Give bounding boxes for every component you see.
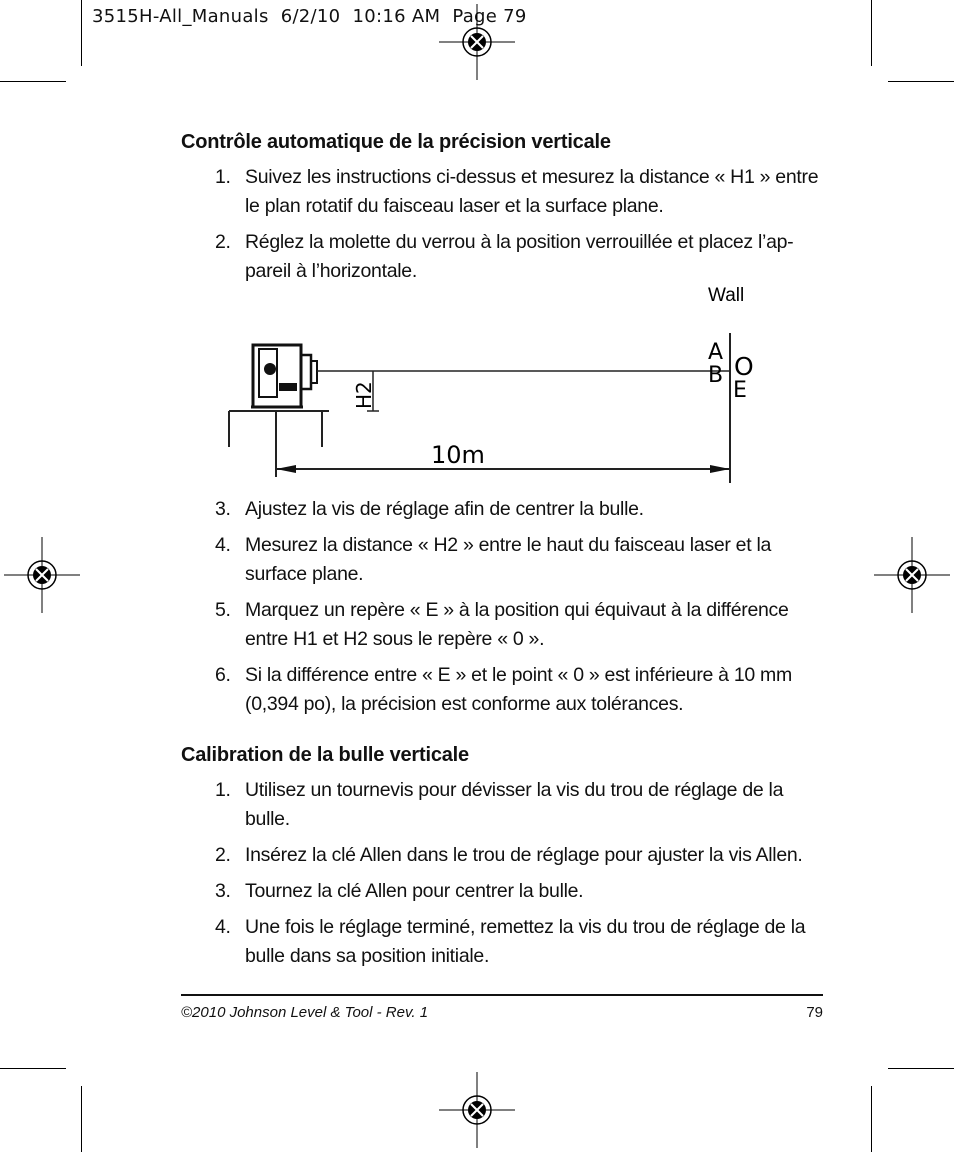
step-text: Ajustez la vis de réglage afin de centrer la bulle. bbox=[245, 498, 644, 520]
laser-wall-diagram bbox=[181, 287, 823, 487]
crop-mark bbox=[0, 81, 66, 82]
list-item bbox=[181, 596, 823, 654]
page-footer bbox=[181, 994, 823, 1021]
step-number: 1. bbox=[215, 779, 231, 801]
manual-content bbox=[181, 128, 823, 978]
crop-mark bbox=[888, 1068, 954, 1069]
step-number: 2. bbox=[215, 844, 231, 866]
arrow-left-icon bbox=[276, 465, 296, 473]
step-number: 1. bbox=[215, 166, 231, 188]
crop-mark bbox=[888, 81, 954, 82]
registration-mark-icon bbox=[2, 535, 82, 615]
crop-mark bbox=[871, 0, 872, 66]
calibration-steps-list bbox=[181, 776, 823, 971]
step-text: Suivez les instructions ci-dessus et mesurez la distance « H1 » entre le plan rotatif du faisceau laser et la surface plane. bbox=[245, 166, 819, 217]
mark-a-label: A bbox=[708, 340, 724, 365]
registration-mark-icon bbox=[437, 1070, 517, 1150]
registration-mark-icon bbox=[437, 2, 517, 82]
list-item bbox=[181, 776, 823, 834]
crop-mark bbox=[81, 1086, 82, 1152]
mark-o-label: O bbox=[734, 352, 754, 381]
page-number: 79 bbox=[806, 1004, 823, 1021]
step-text: Utilisez un tournevis pour dévisser la vis du trou de réglage de la bulle. bbox=[245, 779, 784, 830]
diagram-svg bbox=[181, 287, 823, 487]
list-item bbox=[181, 495, 823, 524]
mark-e-label: E bbox=[733, 378, 747, 403]
list-item bbox=[181, 531, 823, 589]
list-item bbox=[181, 661, 823, 719]
step-number: 6. bbox=[215, 664, 231, 686]
registration-mark-icon bbox=[872, 535, 952, 615]
step-text: Insérez la clé Allen dans le trou de réglage pour ajuster la vis Allen. bbox=[245, 844, 803, 866]
step-number: 3. bbox=[215, 498, 231, 520]
copyright-text: ©2010 Johnson Level & Tool - Rev. 1 bbox=[181, 1004, 429, 1021]
step-text: Marquez un repère « E » à la position qui équivaut à la différence entre H1 et H2 sous le repère « 0 ». bbox=[245, 599, 789, 650]
step-text: Réglez la molette du verrou à la position verrouillée et placez l’ap-pareil à l’horizontale. bbox=[245, 231, 794, 282]
step-text: Si la différence entre « E » et le point « 0 » est inférieure à 10 mm (0,394 po), la précision est conforme aux tolérances. bbox=[245, 664, 792, 715]
crop-mark bbox=[871, 1086, 872, 1152]
step-text: Une fois le réglage terminé, remettez la vis du trou de réglage de la bulle dans sa position initiale. bbox=[245, 916, 806, 967]
wall-label: Wall bbox=[708, 285, 745, 306]
arrow-right-icon bbox=[710, 465, 730, 473]
step-text: Mesurez la distance « H2 » entre le haut du faisceau laser et la surface plane. bbox=[245, 534, 772, 585]
step-text: Tournez la clé Allen pour centrer la bulle. bbox=[245, 880, 584, 902]
step-number: 2. bbox=[215, 231, 231, 253]
step-number: 3. bbox=[215, 880, 231, 902]
list-item bbox=[181, 913, 823, 971]
step-number: 4. bbox=[215, 534, 231, 556]
print-slug: 3515H-All_Manuals 6/2/10 10:16 AM Page 79 bbox=[92, 6, 527, 27]
crop-mark bbox=[0, 1068, 66, 1069]
steps-list-part2 bbox=[181, 495, 823, 719]
list-item bbox=[181, 841, 823, 870]
list-item bbox=[181, 163, 823, 221]
section-heading-vertical-accuracy: Contrôle automatique de la précision verticale bbox=[181, 131, 611, 153]
step-number: 5. bbox=[215, 599, 231, 621]
distance-label: 10m bbox=[431, 441, 485, 469]
crop-mark bbox=[81, 0, 82, 66]
h2-label: H2 bbox=[352, 381, 376, 409]
laser-level-icon bbox=[251, 345, 317, 407]
step-number: 4. bbox=[215, 916, 231, 938]
mark-b-label: B bbox=[708, 363, 724, 388]
steps-list-part1 bbox=[181, 163, 823, 286]
list-item bbox=[181, 228, 823, 286]
section-heading-bubble-calibration: Calibration de la bulle verticale bbox=[181, 744, 469, 766]
list-item bbox=[181, 877, 823, 906]
